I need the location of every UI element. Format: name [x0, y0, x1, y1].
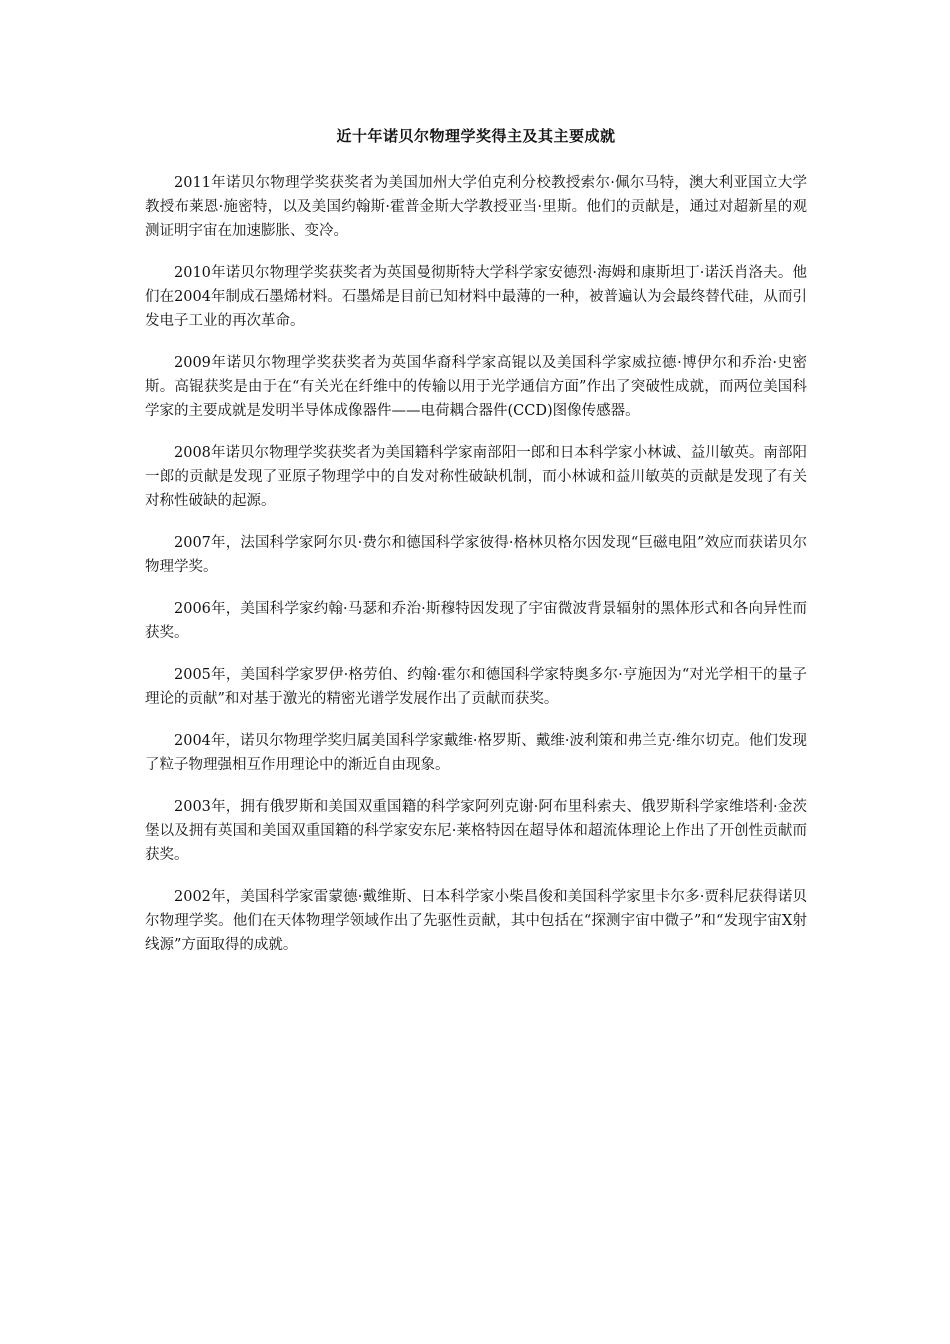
paragraph-2009: 2009年诺贝尔物理学奖获奖者为英国华裔科学家高锟以及美国科学家威拉德·博伊尔和乔治·史密斯。高锟获奖是由于在“有关光在纤维中的传输以用于光学通信方面”作出了突破性成就，而两位美国科学家的主要成就是发明半导体成像器件——电荷耦合器件(CCD)图像传感器。: [145, 355, 807, 419]
document-title: 近十年诺贝尔物理学奖得主及其主要成就: [336, 127, 616, 145]
paragraph-2007: 2007年，法国科学家阿尔贝·费尔和德国科学家彼得·格林贝格尔因发现“巨磁电阻”效应而获诺贝尔物理学奖。: [145, 535, 807, 575]
paragraph-2005: 2005年，美国科学家罗伊·格劳伯、约翰·霍尔和德国科学家特奥多尔·亨施因为“对光学相干的量子理论的贡献”和对基于激光的精密光谱学发展作出了贡献而获奖。: [145, 667, 807, 707]
document-body: [145, 124, 807, 975]
paragraph-2011: 2011年诺贝尔物理学奖获奖者为美国加州大学伯克利分校教授索尔·佩尔马特，澳大利亚国立大学教授布莱恩·施密特，以及美国约翰斯·霍普金斯大学教授亚当·里斯。他们的贡献是，通过对超新星的观测证明宇宙在加速膨胀、变冷。: [145, 175, 807, 239]
paragraph-2004: 2004年，诺贝尔物理学奖归属美国科学家戴维·格罗斯、戴维·波利策和弗兰克·维尔切克。他们发现了粒子物理强相互作用理论中的渐近自由现象。: [145, 733, 807, 773]
paragraph-2006: 2006年，美国科学家约翰·马瑟和乔治·斯穆特因发现了宇宙微波背景辐射的黑体形式和各向异性而获奖。: [145, 601, 807, 641]
paragraph-2002: 2002年，美国科学家雷蒙德·戴维斯、日本科学家小柴昌俊和美国科学家里卡尔多·贾科尼获得诺贝尔物理学奖。他们在天体物理学领域作出了先驱性贡献，其中包括在“探测宇宙中微子”和“发现宇宙X射线源”方面取得的成就。: [145, 889, 807, 953]
paragraph-2003: 2003年，拥有俄罗斯和美国双重国籍的科学家阿列克谢·阿布里科索夫、俄罗斯科学家维塔利·金茨堡以及拥有英国和美国双重国籍的科学家安东尼·莱格特因在超导体和超流体理论上作出了开创性贡献而获奖。: [145, 799, 807, 863]
paragraph-2008: 2008年诺贝尔物理学奖获奖者为美国籍科学家南部阳一郎和日本科学家小林诚、益川敏英。南部阳一郎的贡献是发现了亚原子物理学中的自发对称性破缺机制，而小林诚和益川敏英的贡献是发现了有关对称性破缺的起源。: [145, 445, 807, 509]
paragraph-2010: 2010年诺贝尔物理学奖获奖者为英国曼彻斯特大学科学家安德烈·海姆和康斯坦丁·诺沃肖洛夫。他们在2004年制成石墨烯材料。石墨烯是目前已知材料中最薄的一种，被普遍认为会最终替代硅，从而引发电子工业的再次革命。: [145, 265, 807, 329]
